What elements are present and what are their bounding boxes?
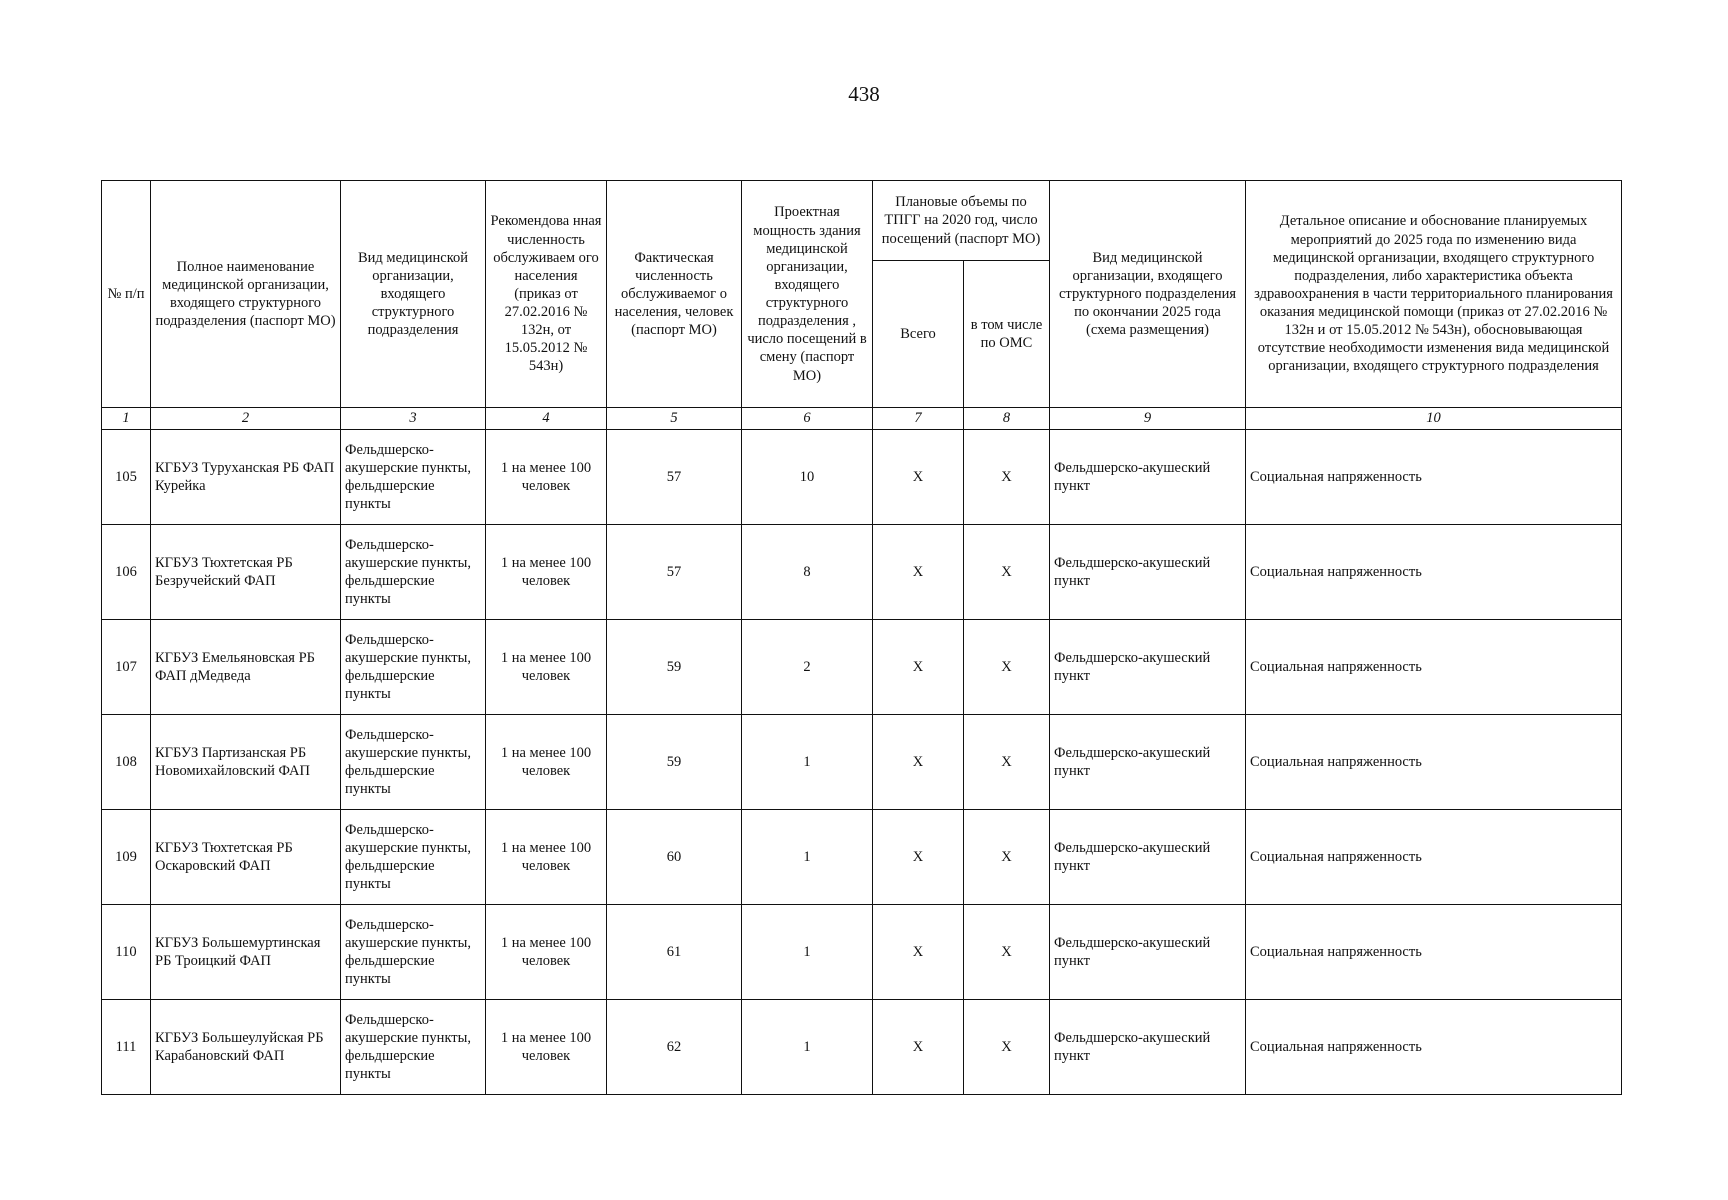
planned-total: X <box>873 715 964 810</box>
target-type: Фельдшерско-акушеский пункт <box>1050 715 1246 810</box>
column-number: 10 <box>1246 408 1622 430</box>
planned-total: X <box>873 430 964 525</box>
planned-oms: X <box>964 715 1050 810</box>
header-total: Всего <box>873 261 964 408</box>
table-row <box>102 620 1622 715</box>
page-number: 438 <box>848 82 880 106</box>
org-type: Фельдшерско-акушерские пункты, фельдшерские пункты <box>341 525 486 620</box>
design-capacity: 1 <box>742 1000 873 1095</box>
planned-total: X <box>873 525 964 620</box>
description: Социальная напряженность <box>1246 1000 1622 1095</box>
org-name: КГБУЗ Емельяновская РБ ФАП дМедведа <box>151 620 341 715</box>
header-org-type: Вид медицинской организации, входящего структурного подразделения <box>341 181 486 408</box>
column-number: 2 <box>151 408 341 430</box>
description: Социальная напряженность <box>1246 810 1622 905</box>
planned-total: X <box>873 620 964 715</box>
target-type: Фельдшерско-акушеский пункт <box>1050 525 1246 620</box>
org-type: Фельдшерско-акушерские пункты, фельдшерские пункты <box>341 810 486 905</box>
design-capacity: 1 <box>742 810 873 905</box>
table-row <box>102 810 1622 905</box>
header-recommended-population: Рекомендова нная численность обслуживаем ого населения (приказ от 27.02.2016 № 132н, от 15.05.2012 № 543н) <box>486 181 607 408</box>
row-number: 110 <box>102 905 151 1000</box>
recommended-population: 1 на менее 100 человек <box>486 525 607 620</box>
design-capacity: 1 <box>742 715 873 810</box>
planned-oms: X <box>964 525 1050 620</box>
row-number: 107 <box>102 620 151 715</box>
row-number: 111 <box>102 1000 151 1095</box>
table-row <box>102 715 1622 810</box>
recommended-population: 1 на менее 100 человек <box>486 620 607 715</box>
design-capacity: 10 <box>742 430 873 525</box>
recommended-population: 1 на менее 100 человек <box>486 905 607 1000</box>
header-planned-volumes: Плановые объемы по ТПГГ на 2020 год, число посещений (паспорт МО) <box>873 181 1050 261</box>
recommended-population: 1 на менее 100 человек <box>486 810 607 905</box>
row-number: 109 <box>102 810 151 905</box>
planned-oms: X <box>964 1000 1050 1095</box>
table-row <box>102 430 1622 525</box>
planned-total: X <box>873 905 964 1000</box>
org-name: КГБУЗ Тюхтетская РБ Оскаровский ФАП <box>151 810 341 905</box>
header-oms: в том числе по ОМС <box>964 261 1050 408</box>
description: Социальная напряженность <box>1246 715 1622 810</box>
target-type: Фельдшерско-акушеский пункт <box>1050 905 1246 1000</box>
target-type: Фельдшерско-акушеский пункт <box>1050 620 1246 715</box>
target-type: Фельдшерско-акушеский пункт <box>1050 430 1246 525</box>
column-number: 7 <box>873 408 964 430</box>
actual-population: 59 <box>607 620 742 715</box>
design-capacity: 8 <box>742 525 873 620</box>
org-type: Фельдшерско-акушерские пункты, фельдшерские пункты <box>341 715 486 810</box>
planned-oms: X <box>964 905 1050 1000</box>
description: Социальная напряженность <box>1246 905 1622 1000</box>
description: Социальная напряженность <box>1246 430 1622 525</box>
table-row <box>102 525 1622 620</box>
actual-population: 57 <box>607 525 742 620</box>
recommended-population: 1 на менее 100 человек <box>486 1000 607 1095</box>
row-number: 108 <box>102 715 151 810</box>
header-org-name: Полное наименование медицинской организации, входящего структурного подразделения (паспорт МО) <box>151 181 341 408</box>
actual-population: 62 <box>607 1000 742 1095</box>
org-type: Фельдшерско-акушерские пункты, фельдшерские пункты <box>341 905 486 1000</box>
header-design-capacity: Проектная мощность здания медицинской организации, входящего структурного подразделения , число посещений в смену (паспорт МО) <box>742 181 873 408</box>
column-number: 9 <box>1050 408 1246 430</box>
actual-population: 61 <box>607 905 742 1000</box>
header-target-type: Вид медицинской организации, входящего структурного подразделения по окончании 2025 года (схема размещения) <box>1050 181 1246 408</box>
description: Социальная напряженность <box>1246 525 1622 620</box>
row-number: 106 <box>102 525 151 620</box>
planned-oms: X <box>964 620 1050 715</box>
table-body <box>102 430 1622 1095</box>
column-number: 8 <box>964 408 1050 430</box>
column-number: 1 <box>102 408 151 430</box>
actual-population: 60 <box>607 810 742 905</box>
table-row <box>102 1000 1622 1095</box>
target-type: Фельдшерско-акушеский пункт <box>1050 810 1246 905</box>
header-description: Детальное описание и обоснование планируемых мероприятий до 2025 года по изменению вида медицинской организации, входящего структурного подразделения, либо характеристика объекта здравоохранения в части территориального планирования оказания медицинской помощи (приказ от 27.02.2016 № 132н и от 15.05.2012 № 543н), обосновывающая отсутствие необходимости изменения вида медицинской организации, входящего структурного подразделения <box>1246 181 1622 408</box>
org-name: КГБУЗ Партизанская РБ Новомихайловский ФАП <box>151 715 341 810</box>
table-row <box>102 905 1622 1000</box>
org-name: КГБУЗ Большеулуйская РБ Карабановский ФАП <box>151 1000 341 1095</box>
column-number: 5 <box>607 408 742 430</box>
recommended-population: 1 на менее 100 человек <box>486 430 607 525</box>
planned-total: X <box>873 1000 964 1095</box>
org-name: КГБУЗ Тюхтетская РБ Безручейский ФАП <box>151 525 341 620</box>
column-number: 3 <box>341 408 486 430</box>
actual-population: 59 <box>607 715 742 810</box>
org-type: Фельдшерско-акушерские пункты, фельдшерские пункты <box>341 1000 486 1095</box>
org-name: КГБУЗ Большемуртинская РБ Троицкий ФАП <box>151 905 341 1000</box>
org-name: КГБУЗ Туруханская РБ ФАП Курейка <box>151 430 341 525</box>
planned-oms: X <box>964 810 1050 905</box>
design-capacity: 1 <box>742 905 873 1000</box>
column-number: 6 <box>742 408 873 430</box>
planned-oms: X <box>964 430 1050 525</box>
header-actual-population: Фактическая численность обслуживаемог о населения, человек (паспорт МО) <box>607 181 742 408</box>
header-num: № п/п <box>102 181 151 408</box>
column-number: 4 <box>486 408 607 430</box>
recommended-population: 1 на менее 100 человек <box>486 715 607 810</box>
facilities-table <box>101 180 1622 1095</box>
org-type: Фельдшерско-акушерские пункты, фельдшерские пункты <box>341 620 486 715</box>
actual-population: 57 <box>607 430 742 525</box>
column-numbers-row <box>102 408 1622 430</box>
planned-total: X <box>873 810 964 905</box>
description: Социальная напряженность <box>1246 620 1622 715</box>
design-capacity: 2 <box>742 620 873 715</box>
row-number: 105 <box>102 430 151 525</box>
target-type: Фельдшерско-акушеский пункт <box>1050 1000 1246 1095</box>
org-type: Фельдшерско-акушерские пункты, фельдшерские пункты <box>341 430 486 525</box>
table-header <box>102 181 1622 430</box>
